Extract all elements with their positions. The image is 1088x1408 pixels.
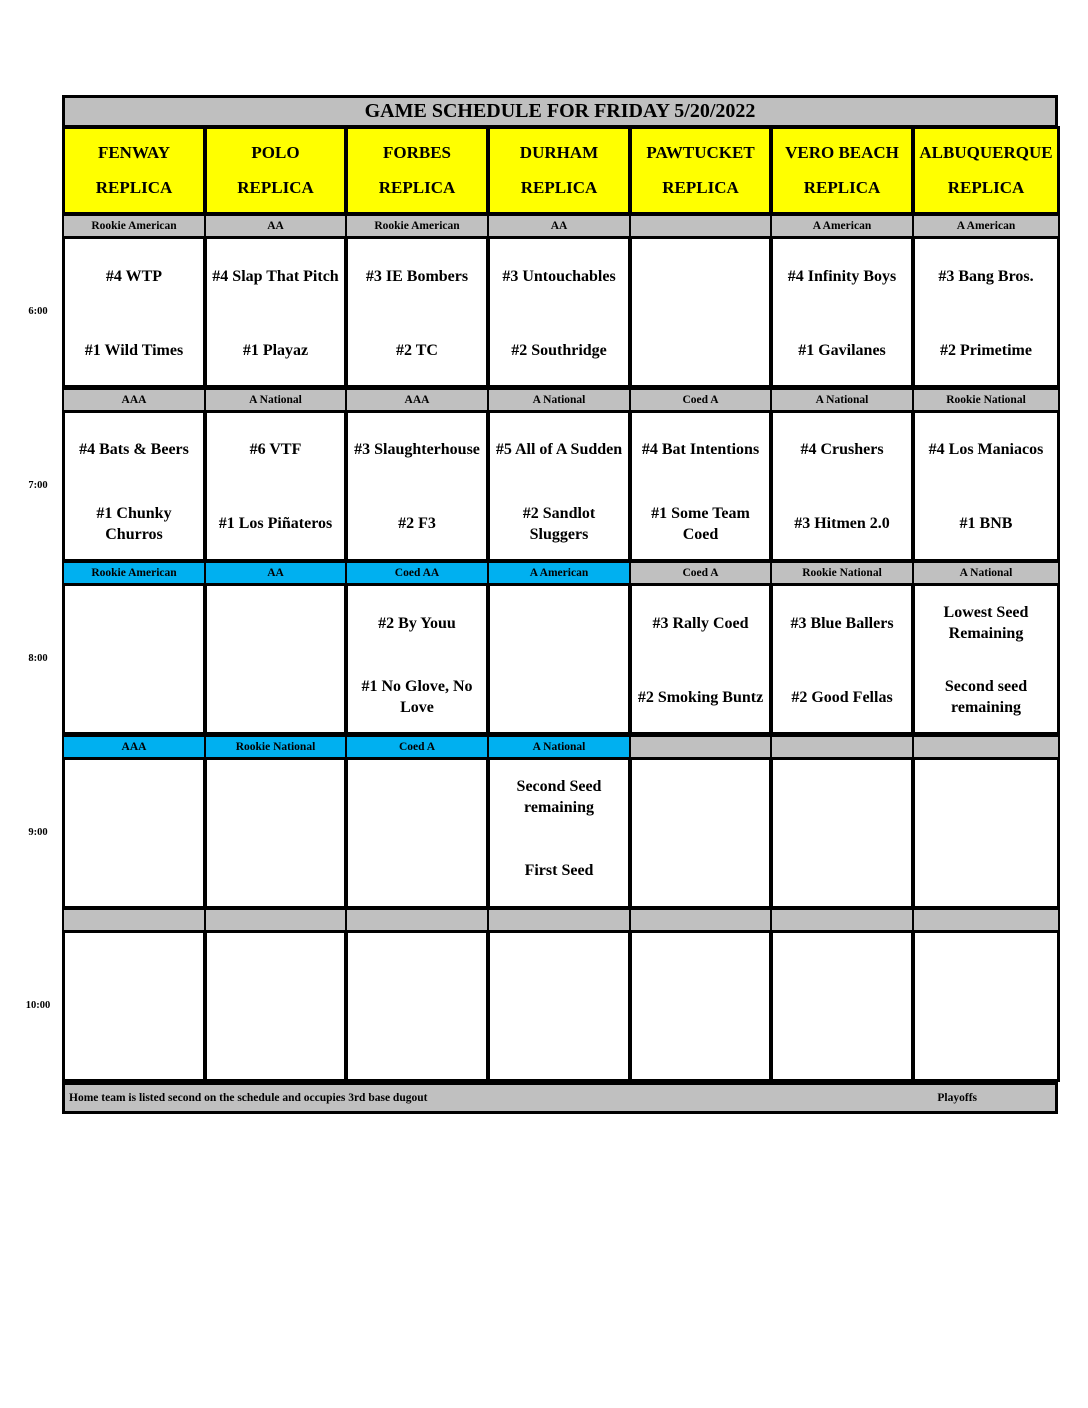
venue-subtitle: REPLICA <box>803 178 881 198</box>
game-cell <box>62 410 206 562</box>
game-cell <box>487 410 631 562</box>
division-label: Coed A <box>629 388 772 412</box>
home-team <box>917 842 1055 900</box>
time-label: 6:00 <box>28 306 48 317</box>
game-cell <box>62 930 206 1082</box>
game-cell <box>204 757 347 909</box>
venue-subtitle: REPLICA <box>947 178 1025 198</box>
home-team: #1 No Glove, No Love <box>361 678 473 716</box>
game-cell <box>62 583 206 735</box>
division-label <box>770 735 914 759</box>
game-cell <box>629 583 772 735</box>
home-team <box>67 842 201 900</box>
home-team: Second seed remaining <box>944 678 1028 716</box>
away-team: #3 Bang Bros. <box>938 267 1034 285</box>
away-team: #4 Crushers <box>800 441 884 458</box>
home-team <box>209 1015 342 1073</box>
home-team <box>775 1015 909 1073</box>
division-label <box>62 908 206 932</box>
away-team: #4 Bat Intentions <box>641 441 760 458</box>
home-team: #2 Smoking Buntz <box>637 688 764 706</box>
venue-name: FORBES <box>382 142 452 162</box>
away-team: #3 IE Bombers <box>365 267 469 285</box>
venue-name: FENWAY <box>97 142 171 162</box>
home-team <box>917 1015 1055 1073</box>
division-label: AAA <box>62 735 206 759</box>
division-label: A National <box>770 388 914 412</box>
division-label: Rookie National <box>912 388 1060 412</box>
venue-subtitle: REPLICA <box>662 178 739 198</box>
away-team: #2 By Youu <box>378 614 456 632</box>
home-team <box>492 668 626 726</box>
home-team: #1 Los Piñateros <box>218 515 333 532</box>
away-team <box>67 768 201 826</box>
home-team: #1 Gavilanes <box>798 341 886 359</box>
home-team: #1 Playaz <box>242 341 309 359</box>
away-team <box>917 941 1055 999</box>
away-team: #3 Slaughterhouse <box>354 441 480 458</box>
away-team <box>917 768 1055 826</box>
home-team <box>492 1015 626 1073</box>
venue-subtitle: REPLICA <box>95 178 173 198</box>
time-label: 7:00 <box>28 479 48 491</box>
home-team: #3 Hitmen 2.0 <box>794 515 890 532</box>
game-cell <box>204 930 347 1082</box>
home-team: First Seed <box>524 862 594 879</box>
game-cell <box>770 930 914 1082</box>
game-cell <box>770 236 914 388</box>
venue-subtitle: REPLICA <box>520 178 598 198</box>
game-cell <box>204 583 347 735</box>
division-label: Rookie American <box>345 214 489 238</box>
division-label <box>770 908 914 932</box>
away-team <box>492 594 626 652</box>
game-cell <box>345 757 489 909</box>
division-label: Coed A <box>629 561 772 585</box>
division-label <box>204 908 347 932</box>
venue-name: DURHAM <box>519 142 599 162</box>
venue-header <box>770 126 914 215</box>
away-team <box>209 768 342 826</box>
venue-header <box>487 126 631 215</box>
game-cell <box>345 930 489 1082</box>
game-cell <box>629 757 772 909</box>
division-label: AA <box>204 214 347 238</box>
home-team: #2 F3 <box>398 515 436 532</box>
game-cell <box>345 583 489 735</box>
away-team: #3 Untouchables <box>502 267 616 285</box>
venue-name: VERO BEACH <box>785 142 899 162</box>
game-cell <box>487 757 631 909</box>
division-label <box>345 908 489 932</box>
away-team <box>209 594 342 652</box>
home-team: #1 Chunky Churros <box>96 504 172 543</box>
game-cell <box>912 583 1060 735</box>
away-team <box>775 941 909 999</box>
home-team <box>634 321 767 379</box>
division-label <box>487 908 631 932</box>
division-label: AAA <box>345 388 489 412</box>
away-team: #5 All of A Sudden <box>495 441 623 458</box>
away-team <box>634 247 767 305</box>
footer-label: Playoffs <box>937 1092 977 1104</box>
division-label: Rookie American <box>62 561 206 585</box>
away-team: #4 Bats & Beers <box>79 441 189 458</box>
game-cell <box>204 236 347 388</box>
game-cell <box>487 236 631 388</box>
time-label: 10:00 <box>25 1000 51 1011</box>
game-cell <box>770 410 914 562</box>
division-label <box>629 214 772 238</box>
division-label: Coed AA <box>345 561 489 585</box>
away-team: #3 Blue Ballers <box>790 614 894 632</box>
home-team: #1 Wild Times <box>84 341 184 359</box>
game-cell <box>770 757 914 909</box>
away-team: #4 Infinity Boys <box>787 267 897 285</box>
division-label: A American <box>487 561 631 585</box>
home-team: #1 BNB <box>959 515 1013 532</box>
game-cell <box>629 236 772 388</box>
time-label: 9:00 <box>28 826 48 838</box>
game-cell <box>912 930 1060 1082</box>
venue-name: POLO <box>251 142 300 162</box>
game-cell <box>62 236 206 388</box>
home-team <box>350 1015 484 1073</box>
division-label: AAA <box>62 388 206 412</box>
away-team: #3 Rally Coed <box>652 614 749 632</box>
schedule-title: GAME SCHEDULE FOR FRIDAY 5/20/2022 <box>62 95 1058 128</box>
schedule-grid <box>62 95 1058 1114</box>
home-team <box>67 668 201 726</box>
venue-header <box>912 126 1060 215</box>
division-label: A American <box>912 214 1060 238</box>
division-label <box>912 908 1060 932</box>
footer-note: Home team is listed second on the schedule and occupies 3rd base dugout <box>69 1092 428 1104</box>
game-cell <box>629 410 772 562</box>
away-team: #6 VTF <box>249 441 302 458</box>
away-team <box>775 768 909 826</box>
game-cell <box>345 236 489 388</box>
away-team <box>350 768 484 826</box>
game-cell <box>912 757 1060 909</box>
division-label: A National <box>204 388 347 412</box>
home-team <box>634 842 767 900</box>
home-team: #2 TC <box>396 341 438 359</box>
home-team <box>67 1015 201 1073</box>
time-label: 8:00 <box>28 653 48 664</box>
away-team <box>209 941 342 999</box>
home-team <box>350 842 484 900</box>
away-team: #4 WTP <box>105 267 163 285</box>
division-label: AA <box>204 561 347 585</box>
away-team <box>350 941 484 999</box>
away-team: #4 Los Maniacos <box>928 441 1044 458</box>
division-label: AA <box>487 214 631 238</box>
home-team: #2 Primetime <box>940 341 1032 359</box>
game-cell <box>487 930 631 1082</box>
away-team: Second Seed remaining <box>516 777 602 816</box>
game-cell <box>629 930 772 1082</box>
venue-header <box>629 126 772 215</box>
home-team <box>209 668 342 726</box>
away-team: Lowest Seed Remaining <box>943 604 1029 642</box>
division-label: Coed A <box>345 735 489 759</box>
home-team: #2 Good Fellas <box>791 688 893 706</box>
away-team <box>492 941 626 999</box>
footer-bar <box>62 1082 1058 1114</box>
venue-name: PAWTUCKET <box>646 142 755 162</box>
venue-subtitle: REPLICA <box>378 178 456 198</box>
division-label <box>629 735 772 759</box>
game-cell <box>912 236 1060 388</box>
home-team <box>634 1015 767 1073</box>
game-cell <box>770 583 914 735</box>
division-label: Rookie National <box>204 735 347 759</box>
division-label: A National <box>912 561 1060 585</box>
division-label: A National <box>487 735 631 759</box>
home-team <box>775 842 909 900</box>
game-cell <box>204 410 347 562</box>
venue-name: ALBUQUERQUE <box>919 142 1053 162</box>
away-team <box>67 594 201 652</box>
division-label: A National <box>487 388 631 412</box>
venue-header <box>345 126 489 215</box>
home-team: #2 Sandlot Sluggers <box>522 504 596 543</box>
game-cell <box>487 583 631 735</box>
away-team <box>634 941 767 999</box>
venue-subtitle: REPLICA <box>237 178 314 198</box>
division-label: Rookie National <box>770 561 914 585</box>
division-label <box>629 908 772 932</box>
home-team: #1 Some Team Coed <box>651 504 750 543</box>
venue-header <box>62 126 206 215</box>
game-cell <box>62 757 206 909</box>
game-cell <box>912 410 1060 562</box>
division-label <box>912 735 1060 759</box>
home-team: #2 Southridge <box>511 341 607 359</box>
home-team <box>209 842 342 900</box>
division-label: Rookie American <box>62 214 206 238</box>
division-label: A American <box>770 214 914 238</box>
game-cell <box>345 410 489 562</box>
away-team <box>67 941 201 999</box>
away-team <box>634 768 767 826</box>
venue-header <box>204 126 347 215</box>
away-team: #4 Slap That Pitch <box>212 267 339 285</box>
